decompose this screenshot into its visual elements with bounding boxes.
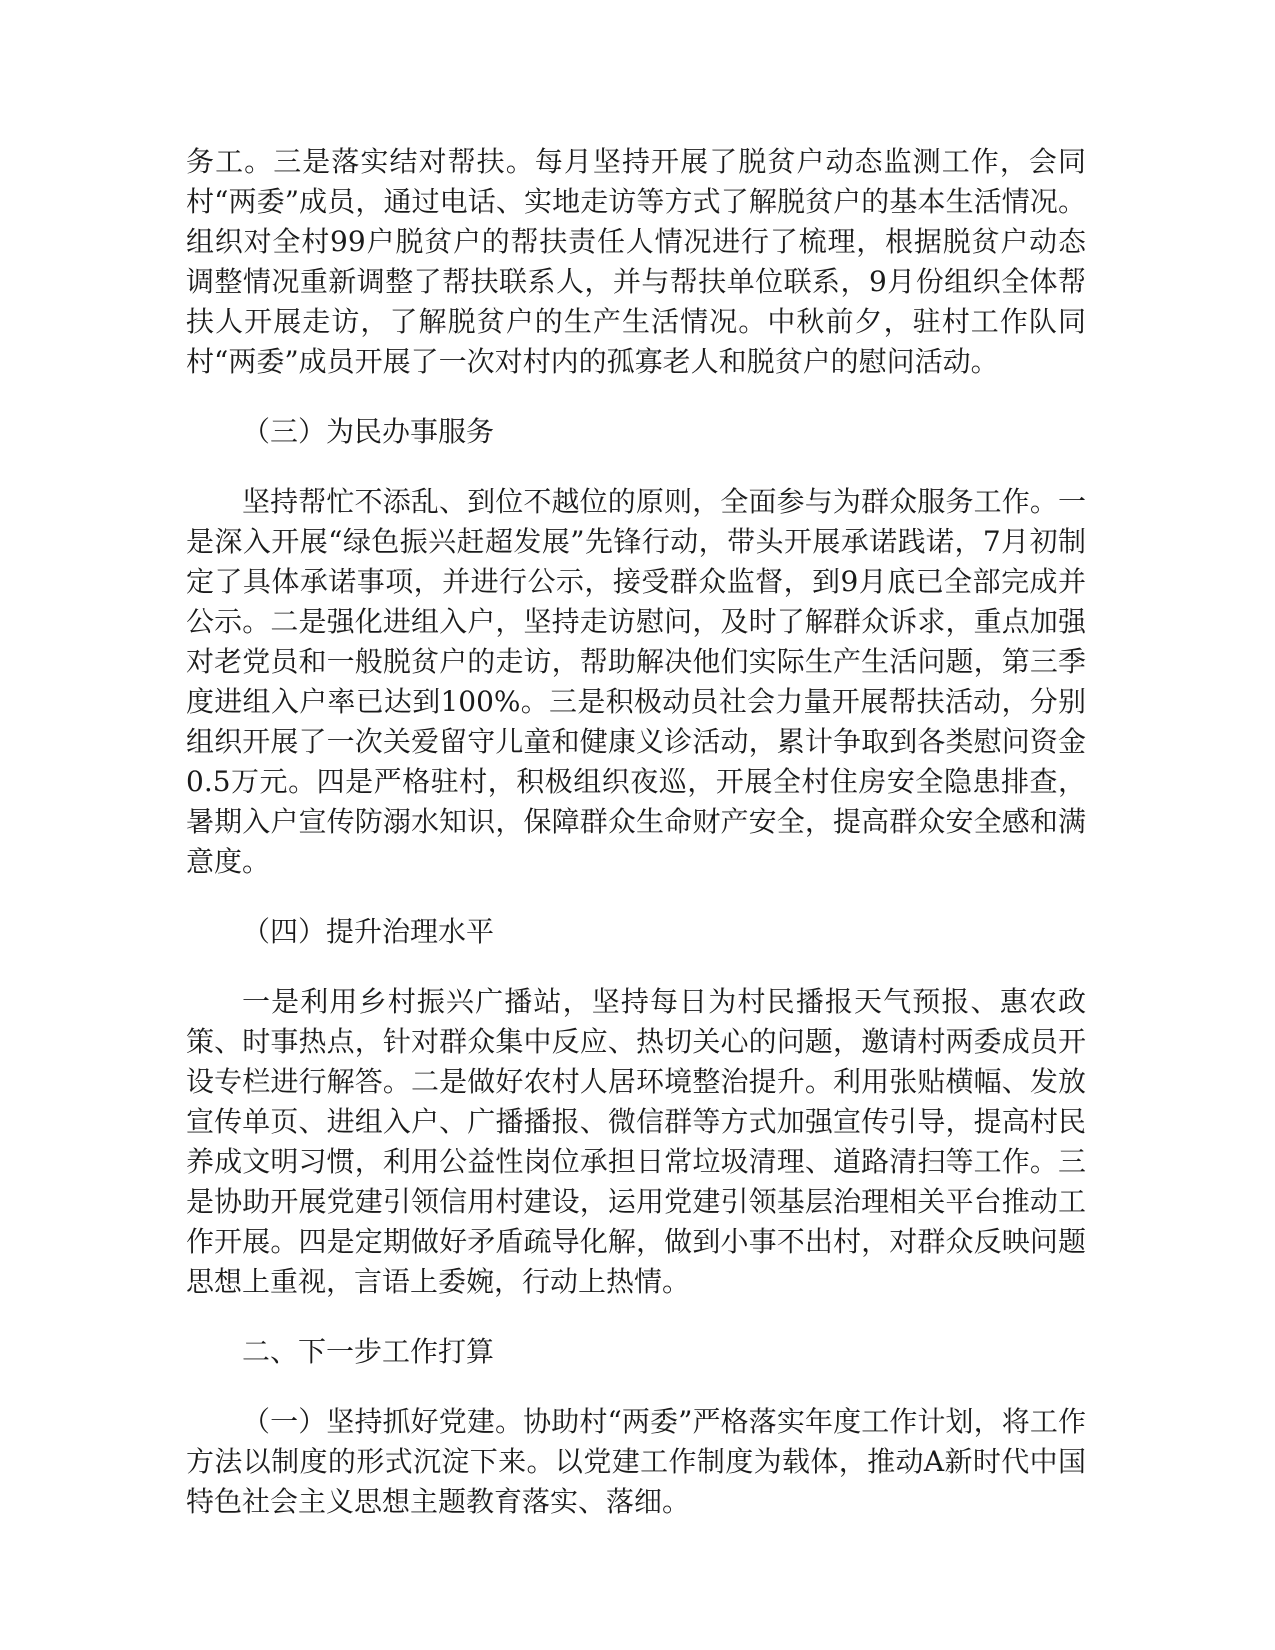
document-body: [186, 142, 1086, 1552]
section-heading-next-steps: 二、下一步工作打算: [242, 1335, 495, 1368]
section-heading-governance: （四）提升治理水平: [242, 915, 495, 948]
paragraph-governance: 一是利用乡村振兴广播站，坚持每日为村民播报天气预报、惠农政策、时事热点，针对群众集中反应、热切关心的问题，邀请村两委成员开设专栏进行解答。二是做好农村人居环境整治提升。利用张贴横幅、发放宣传单页、进组入户、广播播报、微信群等方式加强宣传引导，提高村民养成文明习惯，利用公益性岗位承担日常垃圾清理、道路清扫等工作。三是协助开展党建引领信用村建设，运用党建引领基层治理相关平台推动工作开展。四是定期做好矛盾疏导化解，做到小事不出村，对群众反映问题思想上重视，言语上委婉，行动上热情。: [186, 985, 1086, 1298]
paragraph-party-building: （一）坚持抓好党建。协助村“两委”严格落实年度工作计划，将工作方法以制度的形式沉淀下来。以党建工作制度为载体，推动A新时代中国特色社会主义思想主题教育落实、落细。: [186, 1405, 1086, 1518]
paragraph-poverty-assistance: 务工。三是落实结对帮扶。每月坚持开展了脱贫户动态监测工作，会同村“两委”成员，通过电话、实地走访等方式了解脱贫户的基本生活情况。组织对全村99户脱贫户的帮扶责任人情况进行了梳理，根据脱贫户动态调整情况重新调整了帮扶联系人，并与帮扶单位联系，9月份组织全体帮扶人开展走访，了解脱贫户的生产生活情况。中秋前夕，驻村工作队同村“两委”成员开展了一次对村内的孤寡老人和脱贫户的慰问活动。: [186, 145, 1086, 378]
section-heading-public-service: （三）为民办事服务: [242, 415, 495, 448]
paragraph-public-service: 坚持帮忙不添乱、到位不越位的原则，全面参与为群众服务工作。一是深入开展“绿色振兴赶超发展”先锋行动，带头开展承诺践诺，7月初制定了具体承诺事项，并进行公示，接受群众监督，到9月底已全部完成并公示。二是强化进组入户，坚持走访慰问，及时了解群众诉求，重点加强对老党员和一般脱贫户的走访，帮助解决他们实际生产生活问题，第三季度进组入户率已达到100%。三是积极动员社会力量开展帮扶活动，分别组织开展了一次关爱留守儿童和健康义诊活动，累计争取到各类慰问资金0.5万元。四是严格驻村，积极组织夜巡，开展全村住房安全隐患排查，暑期入户宣传防溺水知识，保障群众生命财产安全，提高群众安全感和满意度。: [186, 485, 1086, 878]
